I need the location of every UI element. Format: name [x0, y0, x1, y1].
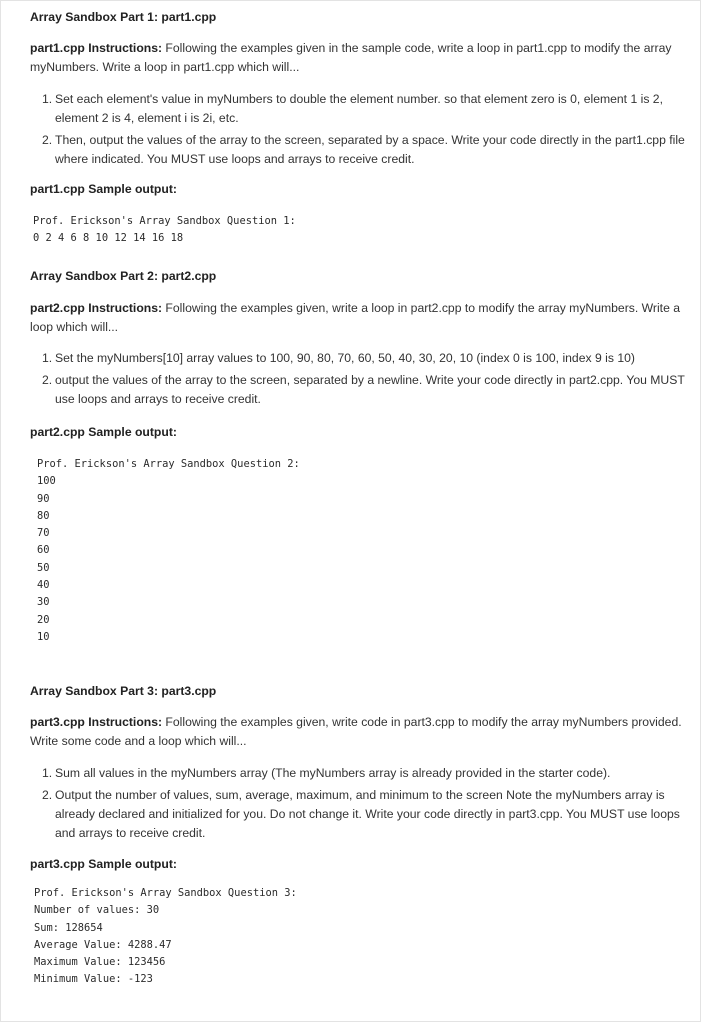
part3-sample-output	[34, 885, 297, 989]
code-line: Prof. Erickson's Array Sandbox Question 1:	[33, 215, 296, 227]
part3-instructions-text: Following the examples given, write code in part3.cpp to modify the array myNumbers provided. Write some code and a loop which will...	[30, 715, 682, 748]
list-item-number: 2.	[42, 788, 53, 802]
code-line: 0 2 4 6 8 10 12 14 16 18	[33, 232, 184, 245]
part3-output-label: part3.cpp Sample output:	[30, 857, 177, 871]
code-line: 70	[37, 527, 50, 540]
list-item-text: Output the number of values, sum, average, maximum, and minimum to the screen Note the myNumbers array is already declared and initialized for you. Do not change it. Write your code directly in part3.cpp. You MUST use loops and arrays to receive credit.	[55, 788, 680, 840]
part3-instructions	[30, 713, 692, 751]
code-line: 60	[37, 544, 50, 557]
part1-steps	[42, 90, 692, 172]
list-item	[42, 786, 692, 843]
list-item-text: output the values of the array to the screen, separated by a newline. Write your code directly in part2.cpp. You MUST use loops and arrays to receive credit.	[55, 373, 685, 406]
code-line: Number of values: 30	[34, 904, 160, 917]
list-item	[42, 131, 692, 169]
code-line: 30	[37, 596, 50, 609]
list-item-text: Set the myNumbers[10] array values to 100, 90, 80, 70, 60, 50, 40, 30, 20, 10 (index 0 is 100, index 9 is 10)	[55, 351, 635, 365]
list-item-text: Set each element's value in myNumbers to double the element number. so that element zero is 0, element 1 is 2, element 2 is 4, element i is 2i, etc.	[55, 92, 663, 125]
code-line: Average Value: 4288.47	[34, 938, 172, 951]
part3-steps	[42, 764, 692, 846]
part1-sample-output	[33, 213, 296, 248]
list-item	[42, 764, 692, 783]
code-line: 50	[37, 561, 50, 574]
code-line: 80	[37, 509, 50, 522]
code-line: Minimum Value: -123	[34, 973, 153, 986]
part2-title: Array Sandbox Part 2: part2.cpp	[30, 269, 217, 283]
list-item-text: Sum all values in the myNumbers array (The myNumbers array is already provided in the starter code).	[55, 766, 611, 780]
part2-instructions-label: part2.cpp Instructions:	[30, 301, 163, 315]
list-item-number: 2.	[42, 133, 53, 147]
list-item	[42, 349, 692, 368]
part2-instructions	[30, 299, 692, 337]
part2-output-label: part2.cpp Sample output:	[30, 425, 177, 439]
part2-sample-output	[37, 456, 300, 646]
list-item-number: 1.	[42, 92, 53, 106]
list-item	[42, 90, 692, 128]
part2-instructions-text: Following the examples given, write a loop in part2.cpp to modify the array myNumbers. Write a loop which will...	[30, 301, 681, 334]
code-line: 40	[37, 579, 50, 592]
list-item	[42, 371, 692, 409]
code-line: Prof. Erickson's Array Sandbox Question 3:	[34, 887, 297, 899]
code-line: Maximum Value: 123456	[34, 956, 166, 969]
part1-instructions-label: part1.cpp Instructions:	[30, 41, 163, 55]
part3-instructions-label: part3.cpp Instructions:	[30, 715, 163, 729]
part3-title: Array Sandbox Part 3: part3.cpp	[30, 684, 217, 698]
code-line: Sum: 128654	[34, 921, 103, 934]
code-line: 20	[37, 613, 50, 626]
list-item-text: Then, output the values of the array to the screen, separated by a space. Write your code directly in the part1.cpp file where indicated. You MUST use loops and arrays to receive credit.	[55, 133, 685, 166]
list-item-number: 2.	[42, 373, 53, 387]
code-line: 100	[37, 475, 56, 488]
part2-steps	[42, 349, 692, 412]
code-line: Prof. Erickson's Array Sandbox Question 2:	[37, 458, 300, 470]
code-line: 90	[37, 492, 50, 505]
code-line: 10	[37, 630, 50, 643]
part1-instructions-text: Following the examples given in the sample code, write a loop in part1.cpp to modify the array myNumbers. Write a loop in part1.cpp which will...	[30, 41, 672, 74]
part1-title: Array Sandbox Part 1: part1.cpp	[30, 10, 217, 24]
list-item-number: 1.	[42, 766, 53, 780]
part1-instructions	[30, 39, 692, 77]
part1-output-label: part1.cpp Sample output:	[30, 182, 177, 196]
list-item-number: 1.	[42, 351, 53, 365]
